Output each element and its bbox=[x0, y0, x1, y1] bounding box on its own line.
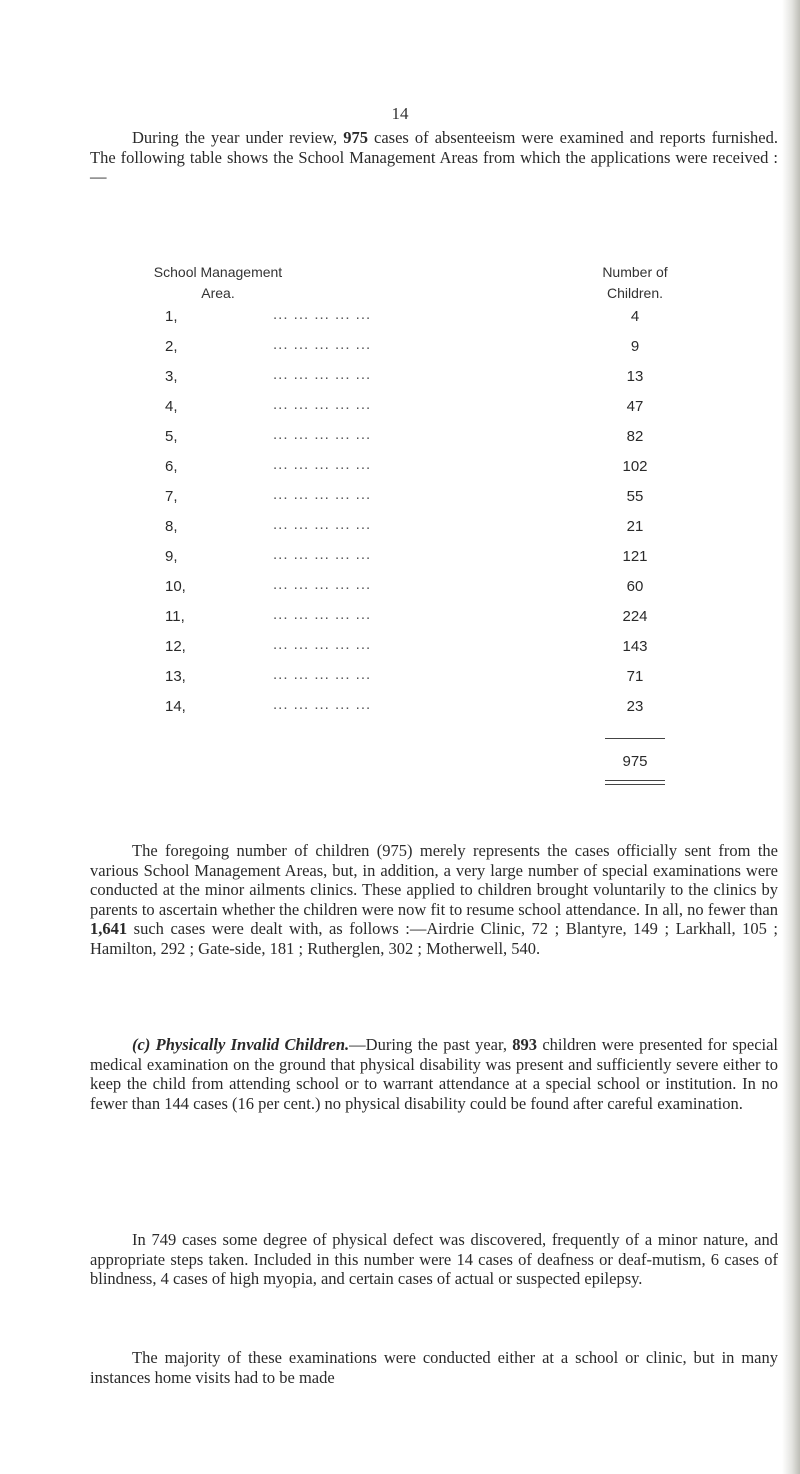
header-number-line1: Number of bbox=[602, 264, 668, 280]
row-area: 7, bbox=[165, 488, 178, 505]
intro-count: 975 bbox=[343, 128, 368, 147]
defect-paragraph bbox=[90, 1230, 778, 1289]
table-row bbox=[0, 308, 800, 338]
table-header-area bbox=[118, 262, 318, 304]
row-count: 55 bbox=[626, 488, 644, 505]
foregoing-count: 1,641 bbox=[90, 919, 128, 938]
row-area: 10, bbox=[165, 578, 186, 595]
row-count: 102 bbox=[622, 458, 648, 475]
table-row bbox=[0, 368, 800, 398]
row-leader-dots: ... ... ... ... ... bbox=[273, 426, 372, 443]
page-number: 14 bbox=[391, 104, 409, 123]
invalid-dash: —During the past year, bbox=[349, 1035, 507, 1054]
table-row bbox=[0, 668, 800, 698]
row-count: 21 bbox=[626, 518, 644, 535]
row-area: 14, bbox=[165, 698, 186, 715]
table-total: 975 bbox=[622, 753, 648, 770]
row-count: 23 bbox=[626, 698, 644, 715]
invalid-count: 893 bbox=[512, 1035, 538, 1054]
row-area: 6, bbox=[165, 458, 178, 475]
table-row bbox=[0, 458, 800, 488]
row-leader-dots: ... ... ... ... ... bbox=[273, 486, 372, 503]
row-count: 9 bbox=[630, 338, 640, 355]
row-count: 224 bbox=[622, 608, 648, 625]
header-area-line1: School Management bbox=[153, 264, 283, 280]
row-area: 1, bbox=[165, 308, 178, 325]
table-row bbox=[0, 578, 800, 608]
majority-text: The majority of these examinations were conducted either at a school or clinic, but in many instances home visits had to be made bbox=[90, 1348, 778, 1387]
table-row bbox=[0, 548, 800, 578]
header-number-line2: Children. bbox=[606, 285, 664, 301]
row-leader-dots: ... ... ... ... ... bbox=[273, 666, 372, 683]
invalid-heading: (c) Physically Invalid Children. bbox=[132, 1035, 350, 1054]
row-area: 4, bbox=[165, 398, 178, 415]
header-area-line2: Area. bbox=[201, 285, 235, 301]
table-header-number bbox=[555, 262, 715, 304]
row-count: 82 bbox=[626, 428, 644, 445]
row-leader-dots: ... ... ... ... ... bbox=[273, 336, 372, 353]
table-row bbox=[0, 398, 800, 428]
row-area: 13, bbox=[165, 668, 186, 685]
intro-paragraph bbox=[90, 128, 778, 187]
row-count: 60 bbox=[626, 578, 644, 595]
page-edge-shadow bbox=[782, 0, 800, 1474]
invalid-children-paragraph bbox=[90, 1035, 778, 1113]
row-leader-dots: ... ... ... ... ... bbox=[273, 366, 372, 383]
row-count: 13 bbox=[626, 368, 644, 385]
intro-rest: cases of absenteeism were examined and reports furnished. The following table shows the School Management Areas from which the applications were received :— bbox=[90, 128, 779, 186]
row-leader-dots: ... ... ... ... ... bbox=[273, 606, 372, 623]
foregoing-rest: such cases were dealt with, as follows :—Airdrie Clinic, 72 ; Blantyre, 149 ; Larkhall, 105 ; Hamilton, 292 ; Gate-side, 181 ; Rutherglen, 302 ; Motherwell, 540. bbox=[90, 919, 779, 958]
row-area: 8, bbox=[165, 518, 178, 535]
total-double-rule bbox=[605, 780, 665, 785]
foregoing-paragraph bbox=[90, 841, 778, 958]
row-leader-dots: ... ... ... ... ... bbox=[273, 576, 372, 593]
row-area: 2, bbox=[165, 338, 178, 355]
row-count: 47 bbox=[626, 398, 644, 415]
row-count: 121 bbox=[622, 548, 648, 565]
row-area: 3, bbox=[165, 368, 178, 385]
row-count: 4 bbox=[630, 308, 640, 325]
row-leader-dots: ... ... ... ... ... bbox=[273, 516, 372, 533]
row-area: 11, bbox=[165, 608, 185, 625]
row-leader-dots: ... ... ... ... ... bbox=[273, 456, 372, 473]
row-leader-dots: ... ... ... ... ... bbox=[273, 396, 372, 413]
row-count: 143 bbox=[622, 638, 648, 655]
table-row bbox=[0, 608, 800, 638]
invalid-rest: children were presented for special medical examination on the ground that physical disability was present and sufficiently severe either to keep the child from attending school or to warrant attendance at a special school or institution. In no fewer than 144 cases (16 per cent.) no physical disability could be found after careful examination. bbox=[90, 1035, 779, 1113]
row-count: 71 bbox=[626, 668, 644, 685]
row-area: 12, bbox=[165, 638, 186, 655]
table-row bbox=[0, 488, 800, 518]
row-leader-dots: ... ... ... ... ... bbox=[273, 306, 372, 323]
row-area: 5, bbox=[165, 428, 178, 445]
row-leader-dots: ... ... ... ... ... bbox=[273, 546, 372, 563]
row-leader-dots: ... ... ... ... ... bbox=[273, 696, 372, 713]
table-row bbox=[0, 428, 800, 458]
majority-paragraph bbox=[90, 1348, 778, 1387]
table-row bbox=[0, 698, 800, 728]
row-leader-dots: ... ... ... ... ... bbox=[273, 636, 372, 653]
total-rule bbox=[605, 738, 665, 739]
defect-text: In 749 cases some degree of physical defect was discovered, frequently of a minor nature, and appropriate steps taken. Included in this number were 14 cases of deafness or deaf-mutism, 6 cases of blindness, 4 cases of high myopia, and certain cases of actual or suspected epilepsy. bbox=[90, 1230, 778, 1288]
row-area: 9, bbox=[165, 548, 178, 565]
table-row bbox=[0, 338, 800, 368]
intro-lead: During the year under review, bbox=[132, 128, 338, 147]
table-row bbox=[0, 518, 800, 548]
foregoing-lead: The foregoing number of children (975) merely represents the cases officially sent from the various School Management Areas, but, in addition, a very large number of special examinations were conducted at the minor ailments clinics. These applied to children brought voluntarily to the clinics by parents to ascertain whether the children were now fit to resume school attendance. In all, no fewer than bbox=[90, 841, 778, 919]
table-row bbox=[0, 638, 800, 668]
